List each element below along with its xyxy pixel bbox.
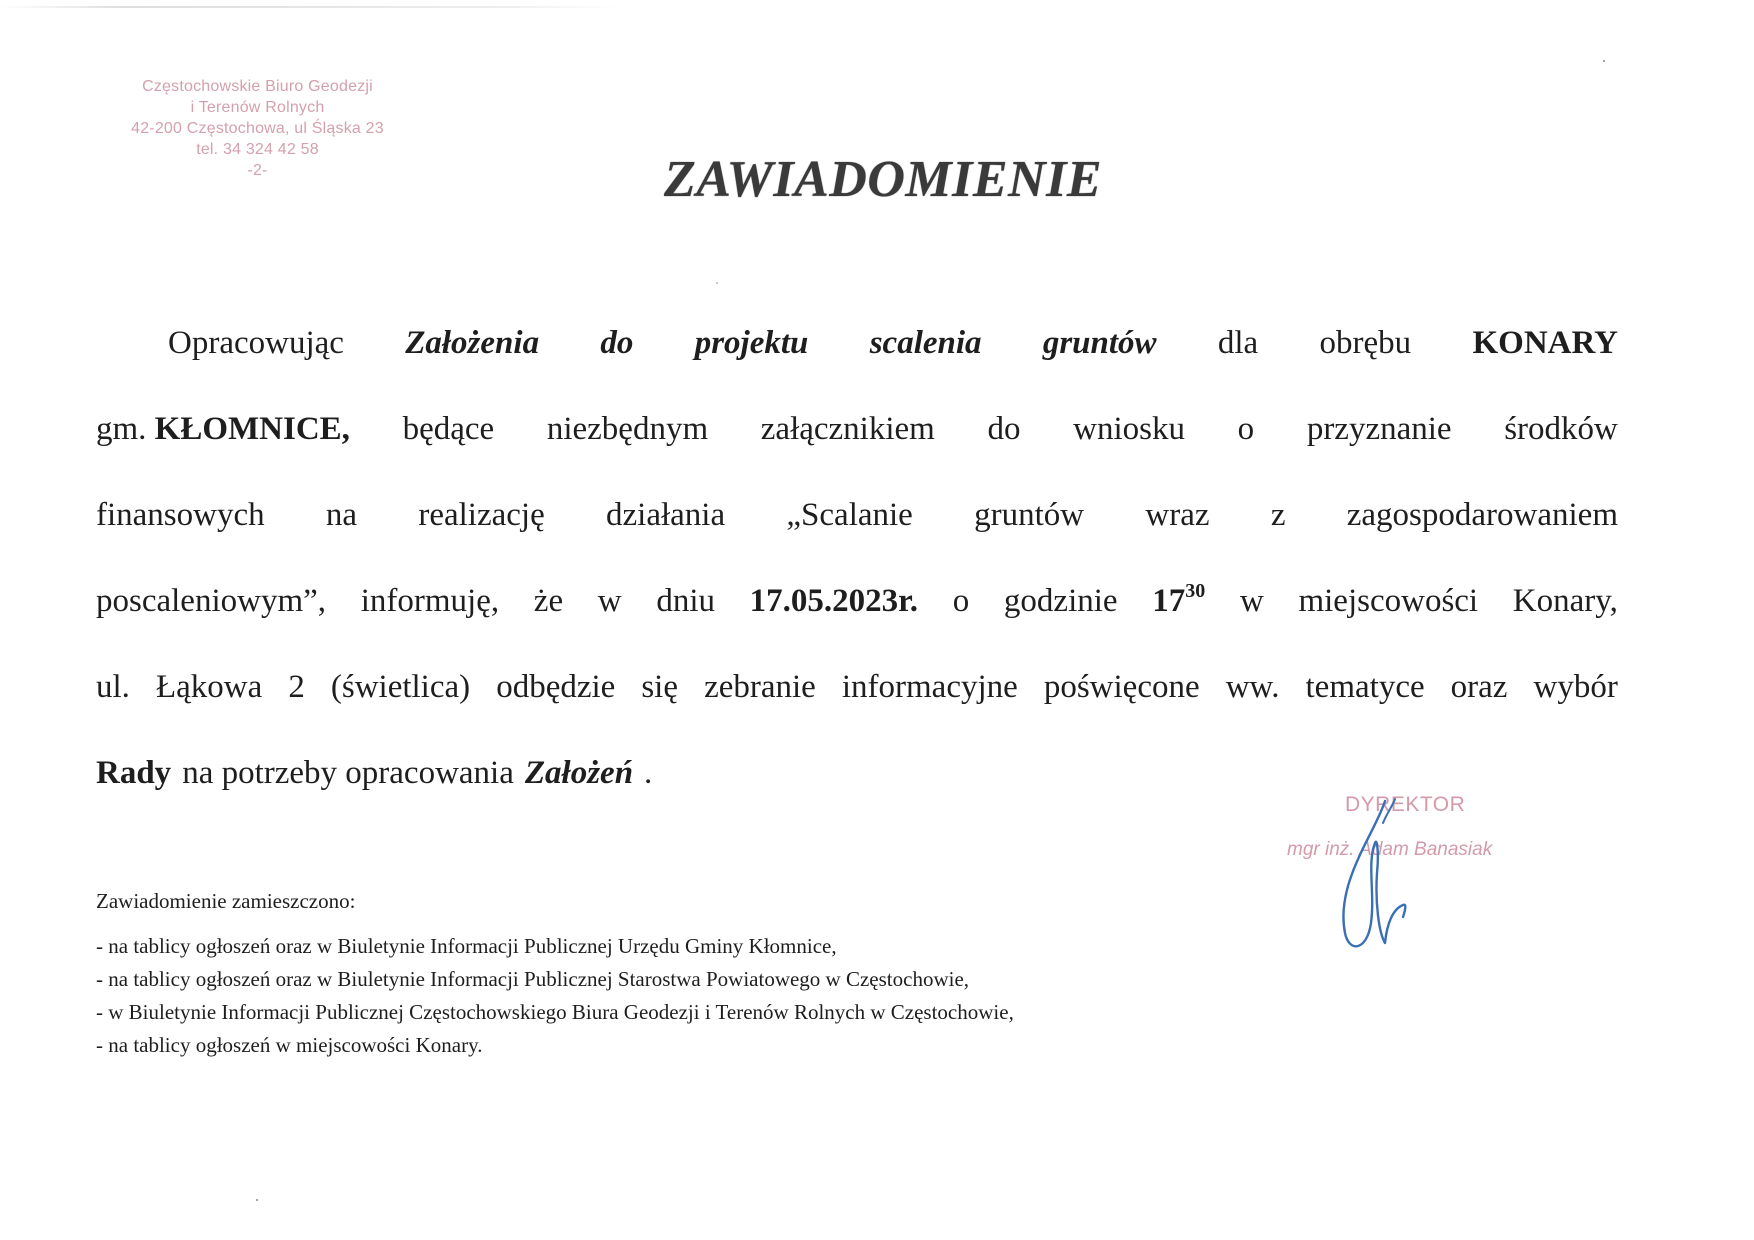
paragraph-line-2 [96, 386, 1618, 472]
word: Konary, [1512, 583, 1618, 619]
word-emphasis: Założeń [524, 755, 634, 791]
word: obrębu [1319, 325, 1412, 361]
distribution-label: Zawiadomienie zamieszczono: [96, 889, 356, 913]
signature-name: mgr inż. Adam Banasiak [1287, 839, 1493, 860]
word: gruntów [974, 497, 1085, 533]
word: wybór [1533, 669, 1618, 705]
stamp-line: -2- [247, 162, 268, 179]
word: dniu [656, 583, 715, 619]
word: tematyce [1305, 669, 1425, 705]
scan-artifact-line [0, 6, 620, 8]
word: Opracowując [168, 325, 344, 361]
scan-speck [256, 1199, 258, 1201]
handwritten-signature-icon [1275, 793, 1535, 973]
signature-title: DYREKTOR [1345, 793, 1466, 816]
word: „Scalanie [786, 497, 913, 533]
word: przyznanie [1306, 411, 1452, 447]
word-emphasis: projektu [694, 325, 809, 361]
word: odbędzie [496, 669, 616, 705]
scan-speck [716, 282, 718, 284]
word: środków [1504, 411, 1618, 447]
list-item: - na tablicy ogłoszeń oraz w Biuletynie Informacji Publicznej Urzędu Gminy Kłomnice, [96, 934, 837, 958]
word-emphasis: scalenia [869, 325, 982, 361]
word: oraz [1450, 669, 1508, 705]
word: dla [1217, 325, 1259, 361]
word: 2 [288, 669, 305, 705]
word: realizację [418, 497, 545, 533]
word: informacyjne [841, 669, 1018, 705]
word: z [1270, 497, 1286, 533]
word: załącznikiem [760, 411, 935, 447]
meeting-hour: 17 [1152, 583, 1186, 619]
meeting-minutes: 30 [1185, 580, 1206, 602]
locality-name: KONARY [1472, 325, 1618, 361]
word: miejscowości [1298, 583, 1479, 619]
word: działania [606, 497, 726, 533]
meeting-date: 17.05.2023r. [749, 583, 919, 619]
document-title: ZAWIADOMIENIE [663, 151, 1103, 208]
list-item: - na tablicy ogłoszeń oraz w Biuletynie Informacji Publicznej Starostwa Powiatowego w Częstochowie, [96, 967, 970, 991]
word: niezbędnym [546, 411, 709, 447]
council-word: Rady [96, 755, 172, 791]
word: zagospodarowaniem [1346, 497, 1618, 533]
list-item: - na tablicy ogłoszeń w miejscowości Konary. [96, 1033, 483, 1057]
director-signature-block [1275, 793, 1535, 973]
word: że [533, 583, 564, 619]
word: poświęcone [1043, 669, 1200, 705]
word-group: na potrzeby opracowania [182, 755, 514, 791]
word: w [597, 583, 622, 619]
word: ul. [96, 669, 130, 705]
word: finansowych [96, 497, 265, 533]
word: (świetlica) [330, 669, 471, 705]
paragraph-line-5 [96, 644, 1618, 730]
word: do [987, 411, 1021, 447]
word: godzinie [1003, 583, 1118, 619]
stamp-line: 42-200 Częstochowa, ul Śląska 23 [131, 120, 384, 137]
stamp-line: Częstochowskie Biuro Geodezji [142, 78, 373, 95]
word: ww. [1225, 669, 1280, 705]
meeting-time [1152, 558, 1205, 644]
word: się [641, 669, 679, 705]
word: wraz [1145, 497, 1210, 533]
stamp-line: tel. 34 324 42 58 [196, 141, 319, 158]
paragraph-line-1 [96, 300, 1618, 386]
word-emphasis: Założenia [405, 325, 540, 361]
notice-paragraph [96, 300, 1618, 816]
word: Łąkowa [155, 669, 263, 705]
word: wniosku [1073, 411, 1185, 447]
word: o [1237, 411, 1255, 447]
assumptions-reference [525, 730, 663, 816]
word: będące [402, 411, 495, 447]
period: . [644, 755, 653, 791]
list-item: - w Biuletynie Informacji Publicznej Częstochowskiego Biura Geodezji i Terenów Rolnych w Częstochowie, [96, 1000, 1014, 1024]
municipality-name: KŁOMNICE, [154, 411, 350, 447]
paragraph-line-3 [96, 472, 1618, 558]
paragraph-line-4 [96, 558, 1618, 644]
word: o [952, 583, 970, 619]
word: poscaleniowym”, [96, 583, 327, 619]
word-emphasis: gruntów [1042, 325, 1157, 361]
scan-speck [1603, 60, 1605, 62]
word: na [325, 497, 358, 533]
word: zebranie [704, 669, 816, 705]
distribution-list [96, 885, 1014, 1062]
stamp-line: i Terenów Rolnych [190, 99, 325, 116]
word: w [1239, 583, 1264, 619]
word: gm. [96, 411, 147, 447]
word: informuję, [360, 583, 500, 619]
word-emphasis: do [600, 325, 634, 361]
